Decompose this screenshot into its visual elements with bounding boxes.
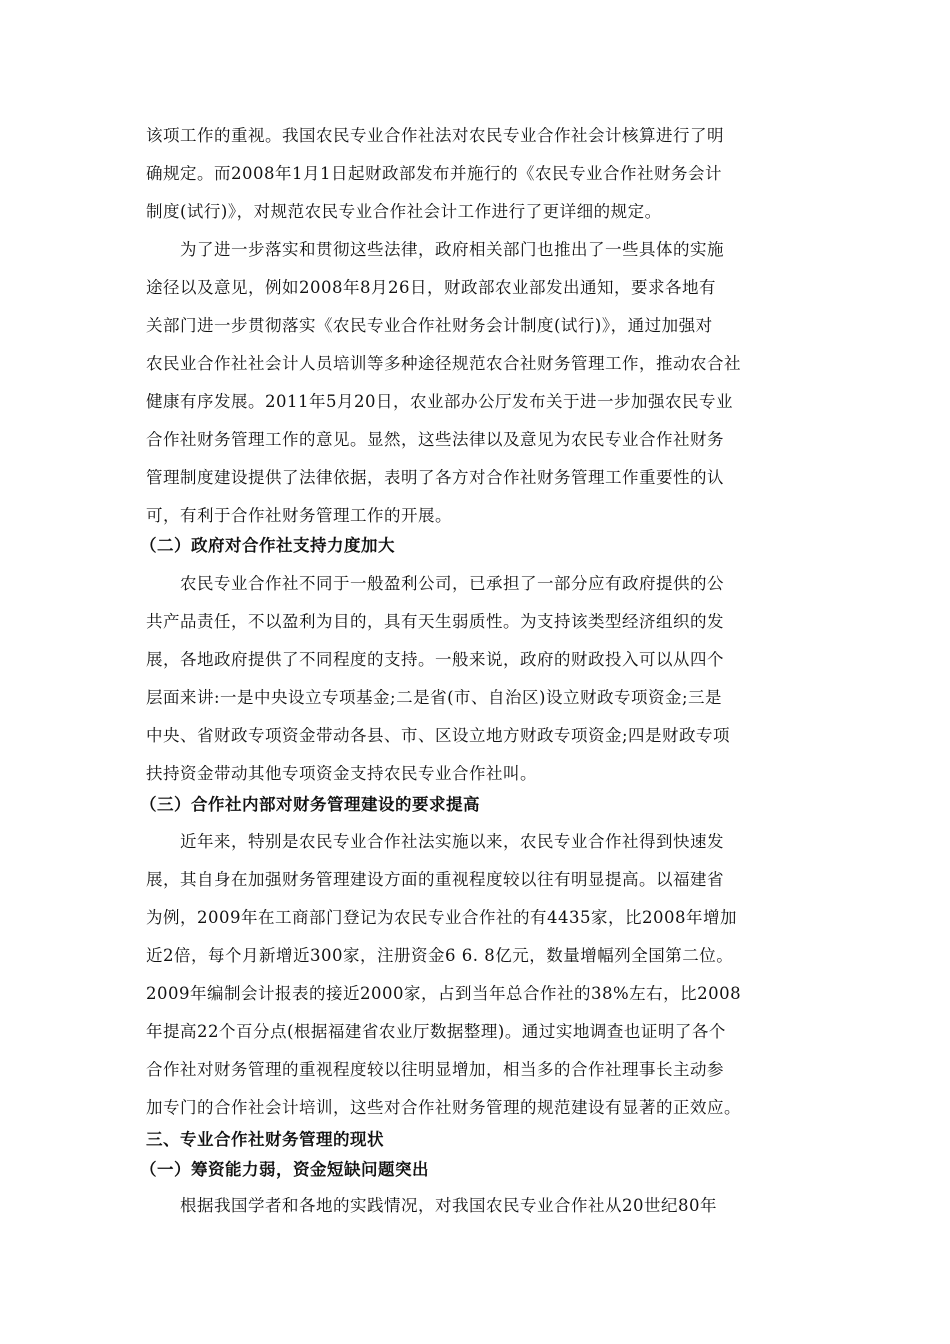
section-heading: （三）合作社内部对财务管理建设的要求提高 — [140, 795, 480, 814]
paragraph-line: 展，各地政府提供了不同程度的支持。一般来说，政府的财政投入可以从四个 — [146, 650, 724, 669]
paragraph-line: 年提高22个百分点(根据福建省农业厅数据整理)。通过实地调查也证明了各个 — [146, 1022, 726, 1041]
paragraph-line: 展，其自身在加强财务管理建设方面的重视程度较以往有明显提高。以福建省 — [146, 870, 724, 889]
paragraph-line: 为了进一步落实和贯彻这些法律，政府相关部门也推出了一些具体的实施 — [180, 240, 724, 259]
chapter-heading: 三、专业合作社财务管理的现状 — [146, 1130, 384, 1149]
paragraph-line: 扶持资金带动其他专项资金支持农民专业合作社叫。 — [146, 764, 537, 783]
paragraph-line: 可，有利于合作社财务管理工作的开展。 — [146, 506, 452, 525]
paragraph-line: 途径以及意见，例如2008年8月26日，财政部农业部发出通知，要求各地有 — [146, 278, 716, 297]
paragraph-line: 近2倍，每个月新增近300家，注册资金6 6. 8亿元，数量增幅列全国第二位。 — [146, 946, 734, 965]
paragraph-line: 根据我国学者和各地的实践情况，对我国农民专业合作社从20世纪80年 — [180, 1196, 717, 1215]
paragraph-line: 制度(试行)》，对规范农民专业合作社会计工作进行了更详细的规定。 — [146, 202, 662, 221]
paragraph-line: 中央、省财政专项资金带动各县、市、区设立地方财政专项资金;四是财政专项 — [146, 726, 731, 745]
paragraph-line: 健康有序发展。2011年5月20日，农业部办公厅发布关于进一步加强农民专业 — [146, 392, 733, 411]
section-heading: （一）筹资能力弱，资金短缺问题突出 — [140, 1160, 429, 1179]
paragraph-line: 层面来讲:一是中央设立专项基金;二是省(市、自治区)设立财政专项资金;三是 — [146, 688, 723, 707]
paragraph-line: 该项工作的重视。我国农民专业合作社法对农民专业合作社会计核算进行了明 — [146, 126, 724, 145]
paragraph-line: 为例，2009年在工商部门登记为农民专业合作社的有4435家，比2008年增加 — [146, 908, 737, 927]
paragraph-line: 2009年编制会计报表的接近2000家，占到当年总合作社的38%左右，比2008 — [146, 984, 742, 1003]
paragraph-line: 管理制度建设提供了法律依据，表明了各方对合作社财务管理工作重要性的认 — [146, 468, 724, 487]
paragraph-line: 合作社财务管理工作的意见。显然，这些法律以及意见为农民专业合作社财务 — [146, 430, 724, 449]
paragraph-line: 合作社对财务管理的重视程度较以往明显增加，相当多的合作社理事长主动参 — [146, 1060, 724, 1079]
paragraph-line: 农民专业合作社不同于一般盈利公司，已承担了一部分应有政府提供的公 — [180, 574, 724, 593]
paragraph-line: 确规定。而2008年1月1日起财政部发布并施行的《农民专业合作社财务会计 — [146, 164, 722, 183]
paragraph-line: 关部门进一步贯彻落实《农民专业合作社财务会计制度(试行)》，通过加强对 — [146, 316, 713, 335]
paragraph-line: 近年来，特别是农民专业合作社法实施以来，农民专业合作社得到快速发 — [180, 832, 724, 851]
section-heading: （二）政府对合作社支持力度加大 — [140, 536, 395, 555]
paragraph-line: 加专门的合作社会计培训，这些对合作社财务管理的规范建设有显著的正效应。 — [146, 1098, 741, 1117]
paragraph-line: 共产品责任，不以盈利为目的，具有天生弱质性。为支持该类型经济组织的发 — [146, 612, 724, 631]
paragraph-line: 农民业合作社社会计人员培训等多种途径规范农合社财务管理工作，推动农合社 — [146, 354, 741, 373]
